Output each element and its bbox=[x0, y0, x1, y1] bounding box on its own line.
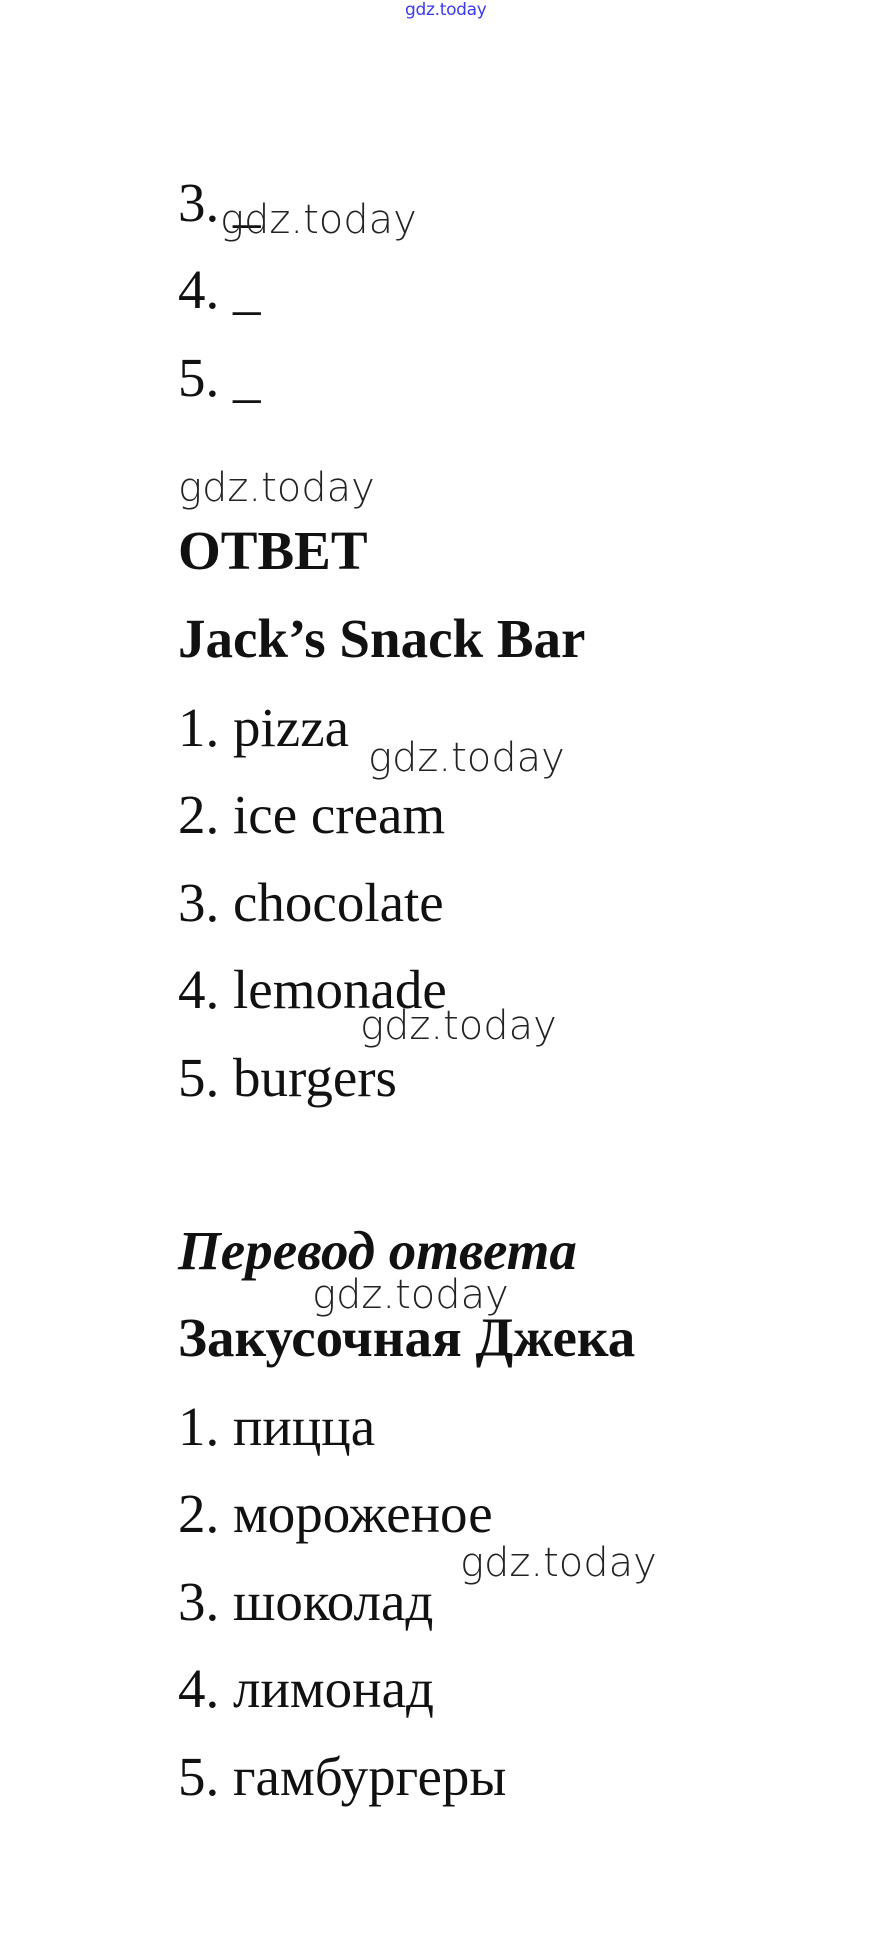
answer-item-1: 1. pizza bbox=[178, 697, 350, 758]
translation-item-4: 4. лимонад bbox=[178, 1658, 435, 1719]
translation-item-2: 2. мороженое bbox=[178, 1483, 493, 1544]
translation-heading: Перевод ответа bbox=[178, 1220, 577, 1281]
translation-item-1: 1. пицца bbox=[178, 1396, 376, 1457]
translation-item-5: 5. гамбургеры bbox=[178, 1746, 507, 1807]
answer-item-4: 4. lemonade bbox=[178, 959, 447, 1020]
answer-item-5: 5. burgers bbox=[178, 1047, 397, 1108]
answer-title: Jack’s Snack Bar bbox=[178, 608, 586, 669]
top-watermark: gdz.today bbox=[405, 0, 487, 20]
translation-item-3: 3. шоколад bbox=[178, 1571, 434, 1632]
answer-item-2: 2. ice cream bbox=[178, 784, 446, 845]
watermark: gdz.today bbox=[368, 735, 565, 781]
answer-item-3: 3. chocolate bbox=[178, 872, 444, 933]
task-item-5: 5. _ bbox=[178, 347, 261, 408]
task-item-4: 4. _ bbox=[178, 259, 261, 320]
watermark: gdz.today bbox=[178, 465, 375, 511]
watermark: gdz.today bbox=[220, 197, 417, 243]
answer-heading: ОТВЕТ bbox=[178, 520, 368, 581]
watermark: gdz.today bbox=[360, 1003, 557, 1049]
task-item-3: 3. _ bbox=[178, 172, 261, 233]
translation-title: Закусочная Джека bbox=[178, 1307, 636, 1368]
watermark: gdz.today bbox=[312, 1272, 509, 1318]
watermark: gdz.today bbox=[460, 1540, 657, 1586]
